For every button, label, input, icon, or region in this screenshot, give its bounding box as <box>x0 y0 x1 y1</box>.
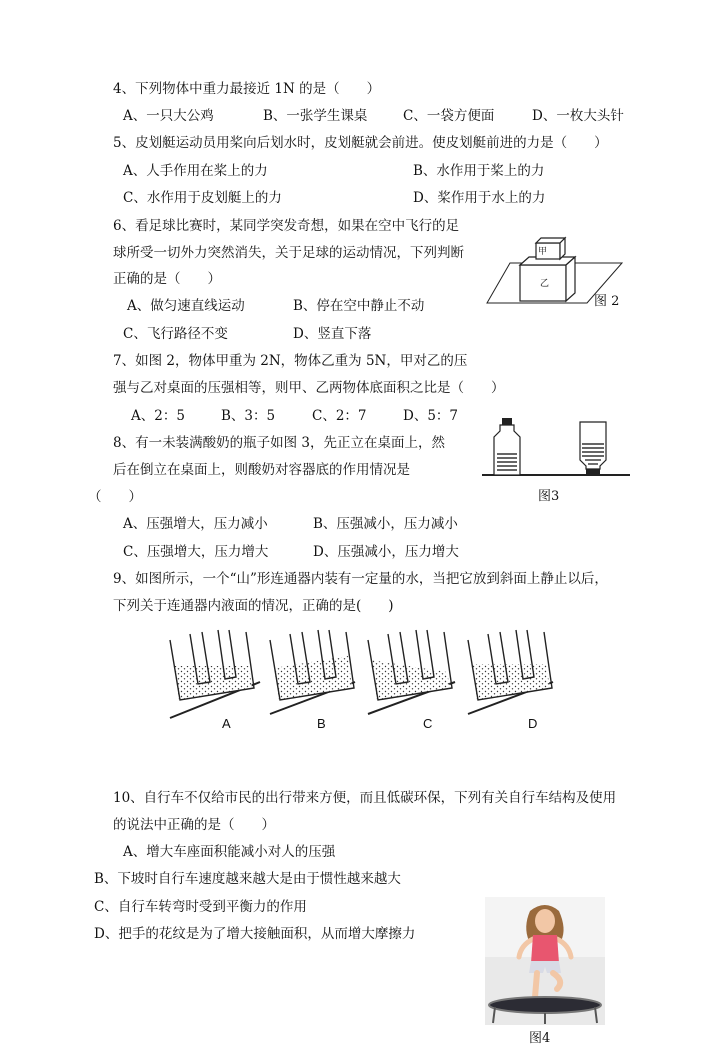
figure-3-caption: 图3 <box>538 489 560 504</box>
q6-option-a: A、做匀速直线运动 <box>127 298 245 314</box>
q7-option-b: B、3：5 <box>221 408 276 424</box>
q8-option-b: B、压强减小，压力减小 <box>313 516 458 532</box>
q5-option-a: A、人手作用在桨上的力 <box>123 163 268 179</box>
figure-9-label-b: B <box>317 716 326 731</box>
q10-stem-line-2: 的说法中正确的是（ ） <box>113 817 275 833</box>
q4-option-a: A、一只大公鸡 <box>123 108 214 124</box>
q8-stem-line-3: （ ） <box>88 489 142 505</box>
q4-option-c: C、一袋方便面 <box>403 108 495 124</box>
q7-option-c: C、2：7 <box>312 408 367 424</box>
q5-option-b: B、水作用于桨上的力 <box>413 163 545 179</box>
q8-option-a: A、压强增大，压力减小 <box>123 516 268 532</box>
q8-option-c: C、压强增大，压力增大 <box>123 544 269 560</box>
q7-stem-line-1: 7、如图 2，物体甲重为 2N，物体乙重为 5N，甲对乙的压 <box>113 353 468 369</box>
q6-stem-line-3: 正确的是（ ） <box>113 271 221 287</box>
figure-2-lower-block-label: 乙 <box>540 279 550 289</box>
q6-option-c: C、飞行路径不变 <box>123 326 228 342</box>
q10-stem-line-1: 10、自行车不仅给市民的出行带来方便，而且低碳环保，下列有关自行车结构及使用 <box>113 790 617 806</box>
q5-option-c: C、水作用于皮划艇上的力 <box>123 190 282 206</box>
q9-stem-line-2: 下列关于连通器内液面的情况，正确的是( ) <box>113 598 394 614</box>
figure-4-trampoline-photo <box>485 897 605 1025</box>
q6-stem-line-1: 6、看足球比赛时，某同学突发奇想，如果在空中飞行的足 <box>113 218 460 234</box>
q8-stem-line-1: 8、有一未装满酸奶的瓶子如图 3，先正立在桌面上，然 <box>113 435 445 451</box>
q7-option-a: A、2：5 <box>131 408 185 424</box>
q10-option-c: C、自行车转弯时受到平衡力的作用 <box>94 899 307 915</box>
figure-9-label-c: C <box>423 716 433 731</box>
q4-option-d: D、一枚大头针 <box>532 108 624 124</box>
figure-2-upper-block-label: 甲 <box>538 247 548 257</box>
q10-option-d: D、把手的花纹是为了增大接触面积，从而增大摩擦力 <box>94 926 416 942</box>
q8-stem-line-2: 后在倒立在桌面上，则酸奶对容器底的作用情况是 <box>113 462 410 478</box>
figure-4-caption: 图4 <box>529 1031 551 1046</box>
q6-option-b: B、停在空中静止不动 <box>293 298 425 314</box>
q8-option-d: D、压强减小，压力增大 <box>313 544 459 560</box>
figure-9-label-a: A <box>222 716 231 731</box>
q5-option-d: D、桨作用于水上的力 <box>413 190 546 206</box>
q10-option-b: B、下坡时自行车速度越来越大是由于惯性越来越大 <box>94 871 401 887</box>
q4-option-b: B、一张学生课桌 <box>263 108 368 124</box>
figure-2-caption: 图 2 <box>594 294 620 309</box>
q7-option-d: D、5：7 <box>403 408 459 424</box>
q10-option-a: A、增大车座面积能减小对人的压强 <box>123 844 336 860</box>
q5-stem: 5、皮划艇运动员用桨向后划水时，皮划艇就会前进。使皮划艇前进的力是（ ） <box>113 135 608 151</box>
q4-stem: 4、下列物体中重力最接近 1N 的是（ ） <box>113 81 381 97</box>
q6-stem-line-2: 球所受一切外力突然消失，关于足球的运动情况，下列判断 <box>113 245 464 261</box>
q9-stem-line-1: 9、如图所示，一个“山”形连通器内装有一定量的水，当把它放到斜面上静止以后， <box>113 571 608 587</box>
figure-9-connected-vessels <box>150 618 570 724</box>
figure-9-label-d: D <box>528 716 538 731</box>
q6-option-d: D、竖直下落 <box>293 326 372 342</box>
q7-stem-line-2: 强与乙对桌面的压强相等，则甲、乙两物体底面积之比是（ ） <box>113 380 505 396</box>
figure-3-yogurt-bottles <box>480 412 632 480</box>
